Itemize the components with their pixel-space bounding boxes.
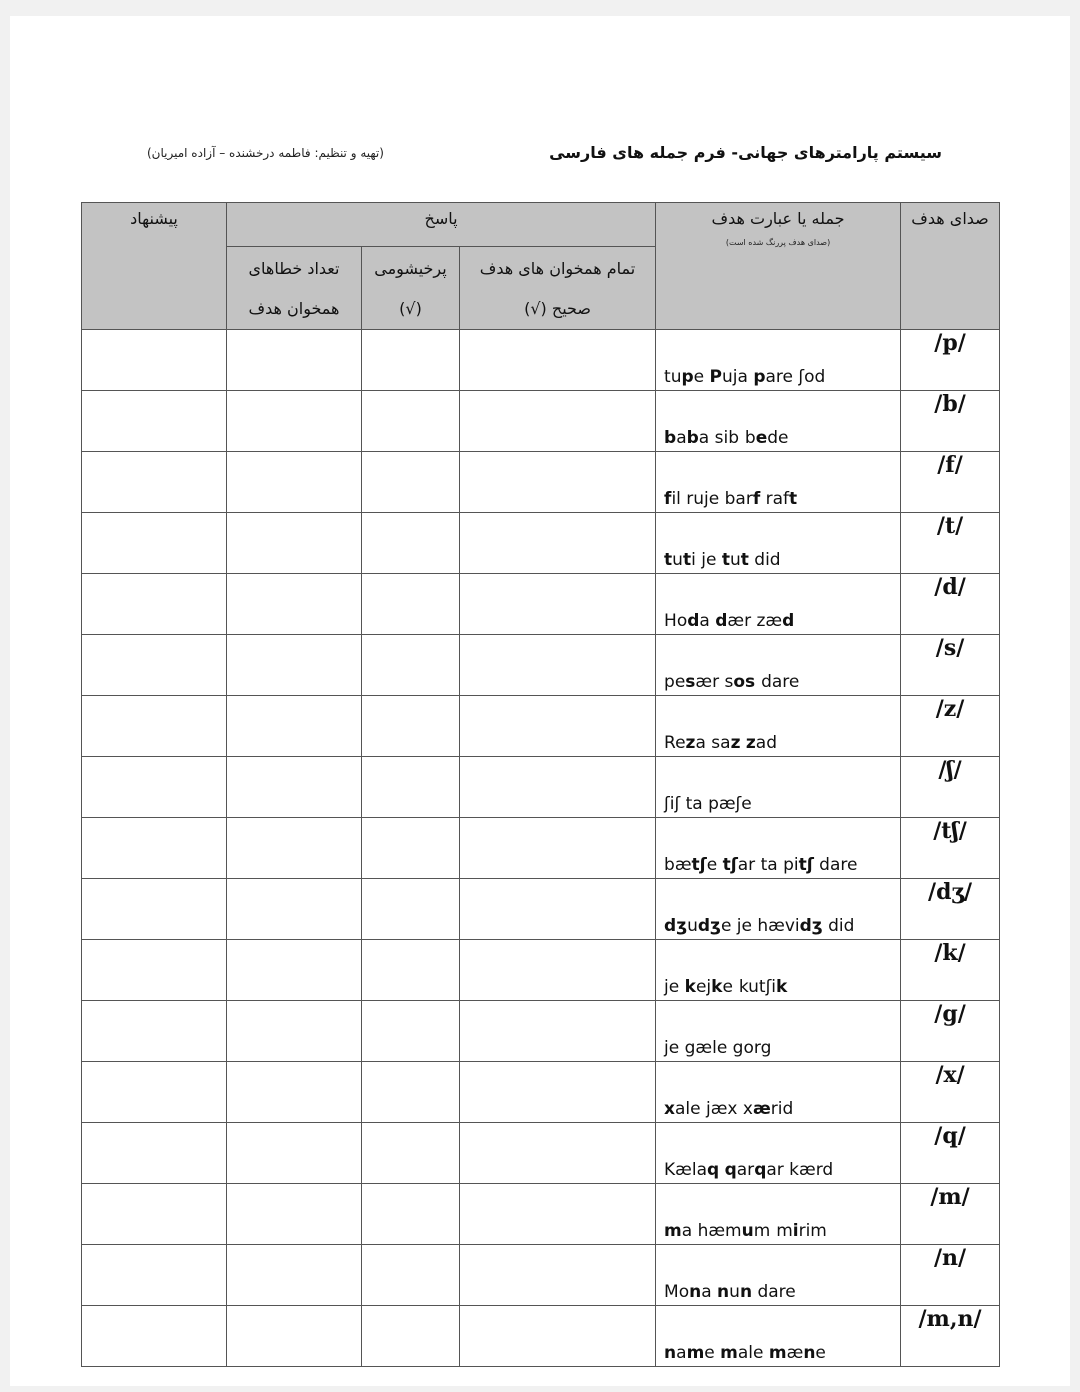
suggestion-cell[interactable]	[82, 1184, 227, 1245]
error-count-cell[interactable]	[227, 1184, 362, 1245]
suggestion-cell[interactable]	[82, 757, 227, 818]
all-correct-cell[interactable]	[460, 1001, 656, 1062]
suggestion-cell[interactable]	[82, 1245, 227, 1306]
hypernasal-cell[interactable]	[362, 879, 460, 940]
target-sound: /b/	[901, 391, 1000, 452]
suggestion-cell[interactable]	[82, 879, 227, 940]
table-row	[82, 1001, 1000, 1062]
header-hypernasal-line2: (√)	[399, 299, 422, 318]
table-row	[82, 1184, 1000, 1245]
target-sentence: tuti je tut did	[656, 513, 901, 574]
error-count-cell[interactable]	[227, 757, 362, 818]
hypernasal-cell[interactable]	[362, 635, 460, 696]
all-correct-cell[interactable]	[460, 1184, 656, 1245]
target-sentence: name male mæne	[656, 1306, 901, 1367]
error-count-cell[interactable]	[227, 1306, 362, 1367]
suggestion-cell[interactable]	[82, 1123, 227, 1184]
error-count-cell[interactable]	[227, 818, 362, 879]
target-sound: /f/	[901, 452, 1000, 513]
suggestion-cell[interactable]	[82, 1306, 227, 1367]
error-count-cell[interactable]	[227, 1062, 362, 1123]
all-correct-cell[interactable]	[460, 452, 656, 513]
target-sentence: baba sib bede	[656, 391, 901, 452]
header-sentence	[656, 203, 901, 330]
suggestion-cell[interactable]	[82, 330, 227, 391]
header-sentence-label: جمله یا عبارت هدف	[711, 209, 845, 228]
suggestion-cell[interactable]	[82, 452, 227, 513]
header-suggestion: پیشنهاد	[82, 203, 227, 330]
target-sentence: xale jæx xærid	[656, 1062, 901, 1123]
hypernasal-cell[interactable]	[362, 1062, 460, 1123]
target-sound: /tʃ/	[901, 818, 1000, 879]
hypernasal-cell[interactable]	[362, 391, 460, 452]
suggestion-cell[interactable]	[82, 1062, 227, 1123]
hypernasal-cell[interactable]	[362, 1123, 460, 1184]
hypernasal-cell[interactable]	[362, 330, 460, 391]
table-row	[82, 818, 1000, 879]
target-sentence: Reza saz zad	[656, 696, 901, 757]
error-count-cell[interactable]	[227, 574, 362, 635]
author-credit: (تهیه و تنظیم: فاطمه درخشنده – آزاده امیریان)	[147, 146, 384, 160]
all-correct-cell[interactable]	[460, 513, 656, 574]
header-hypernasal-line1: پرخیشومی	[374, 259, 447, 278]
hypernasal-cell[interactable]	[362, 696, 460, 757]
target-sentence: pesær sos dare	[656, 635, 901, 696]
target-sound: /k/	[901, 940, 1000, 1001]
header-target-sound: صدای هدف	[901, 203, 1000, 330]
all-correct-cell[interactable]	[460, 574, 656, 635]
form-title: سیستم پارامترهای جهانی- فرم جمله های فارسی	[549, 143, 942, 162]
hypernasal-cell[interactable]	[362, 818, 460, 879]
all-correct-cell[interactable]	[460, 1123, 656, 1184]
error-count-cell[interactable]	[227, 1123, 362, 1184]
target-sound: /t/	[901, 513, 1000, 574]
target-sound: /q/	[901, 1123, 1000, 1184]
header-errors-line1: تعداد خطاهای	[248, 259, 340, 278]
target-sentence: ma hæmum mirim	[656, 1184, 901, 1245]
target-sentence: dʒudʒe je hævidʒ did	[656, 879, 901, 940]
all-correct-cell[interactable]	[460, 330, 656, 391]
error-count-cell[interactable]	[227, 452, 362, 513]
target-sound: /p/	[901, 330, 1000, 391]
table-row	[82, 1062, 1000, 1123]
table-row	[82, 940, 1000, 1001]
all-correct-cell[interactable]	[460, 1306, 656, 1367]
target-sentence: Mona nun dare	[656, 1245, 901, 1306]
target-sound: /n/	[901, 1245, 1000, 1306]
hypernasal-cell[interactable]	[362, 940, 460, 1001]
all-correct-cell[interactable]	[460, 635, 656, 696]
hypernasal-cell[interactable]	[362, 574, 460, 635]
header-answer: پاسخ	[227, 203, 656, 247]
error-count-cell[interactable]	[227, 1245, 362, 1306]
target-sound: /m,n/	[901, 1306, 1000, 1367]
error-count-cell[interactable]	[227, 1001, 362, 1062]
table-row	[82, 696, 1000, 757]
header-all-correct-line1: تمام همخوان های هدف	[479, 259, 636, 278]
error-count-cell[interactable]	[227, 879, 362, 940]
suggestion-cell[interactable]	[82, 1001, 227, 1062]
hypernasal-cell[interactable]	[362, 1001, 460, 1062]
target-sentence: Kælaq qarqar kærd	[656, 1123, 901, 1184]
table-row	[82, 879, 1000, 940]
target-sound: /z/	[901, 696, 1000, 757]
hypernasal-cell[interactable]	[362, 1306, 460, 1367]
table-row	[82, 452, 1000, 513]
error-count-cell[interactable]	[227, 330, 362, 391]
all-correct-cell[interactable]	[460, 1062, 656, 1123]
table-row	[82, 574, 1000, 635]
target-sound: /ʃ/	[901, 757, 1000, 818]
header-all-correct-line2: صحیح (√)	[524, 299, 591, 318]
suggestion-cell[interactable]	[82, 391, 227, 452]
all-correct-cell[interactable]	[460, 696, 656, 757]
table-row	[82, 513, 1000, 574]
target-sentence: je gæle gorg	[656, 1001, 901, 1062]
all-correct-cell[interactable]	[460, 879, 656, 940]
all-correct-cell[interactable]	[460, 818, 656, 879]
table-row	[82, 757, 1000, 818]
table-row	[82, 391, 1000, 452]
target-sound: /d/	[901, 574, 1000, 635]
target-sentence: tupe Puja pare ʃod	[656, 330, 901, 391]
all-correct-cell[interactable]	[460, 940, 656, 1001]
target-sentence: bætʃe tʃar ta pitʃ dare	[656, 818, 901, 879]
all-correct-cell[interactable]	[460, 391, 656, 452]
error-count-cell[interactable]	[227, 513, 362, 574]
hypernasal-cell[interactable]	[362, 513, 460, 574]
target-sound: /x/	[901, 1062, 1000, 1123]
hypernasal-cell[interactable]	[362, 1184, 460, 1245]
target-sentence: fil ruje barf raft	[656, 452, 901, 513]
suggestion-cell[interactable]	[82, 940, 227, 1001]
header-sentence-note: (صدای هدف پررنگ شده است)	[725, 238, 831, 247]
target-sentence: je kejke kutʃik	[656, 940, 901, 1001]
table-row	[82, 1245, 1000, 1306]
header-all-correct	[460, 247, 656, 330]
error-count-cell[interactable]	[227, 391, 362, 452]
target-sentence: Hoda dær zæd	[656, 574, 901, 635]
suggestion-cell[interactable]	[82, 818, 227, 879]
target-sound: /g/	[901, 1001, 1000, 1062]
suggestion-cell[interactable]	[82, 696, 227, 757]
error-count-cell[interactable]	[227, 635, 362, 696]
target-sound: /m/	[901, 1184, 1000, 1245]
table-row	[82, 330, 1000, 391]
all-correct-cell[interactable]	[460, 757, 656, 818]
header-hypernasal	[362, 247, 460, 330]
header-errors	[227, 247, 362, 330]
hypernasal-cell[interactable]	[362, 452, 460, 513]
target-sound: /s/	[901, 635, 1000, 696]
hypernasal-cell[interactable]	[362, 757, 460, 818]
target-sound: /dʒ/	[901, 879, 1000, 940]
table-row	[82, 1123, 1000, 1184]
header-errors-line2: همخوان هدف	[248, 299, 340, 318]
error-count-cell[interactable]	[227, 940, 362, 1001]
assessment-table	[81, 202, 1000, 1367]
suggestion-cell[interactable]	[82, 513, 227, 574]
hypernasal-cell[interactable]	[362, 1245, 460, 1306]
target-sentence: ʃiʃ ta pæʃe	[656, 757, 901, 818]
suggestion-cell[interactable]	[82, 574, 227, 635]
error-count-cell[interactable]	[227, 696, 362, 757]
all-correct-cell[interactable]	[460, 1245, 656, 1306]
table-row	[82, 1306, 1000, 1367]
suggestion-cell[interactable]	[82, 635, 227, 696]
table-row	[82, 635, 1000, 696]
